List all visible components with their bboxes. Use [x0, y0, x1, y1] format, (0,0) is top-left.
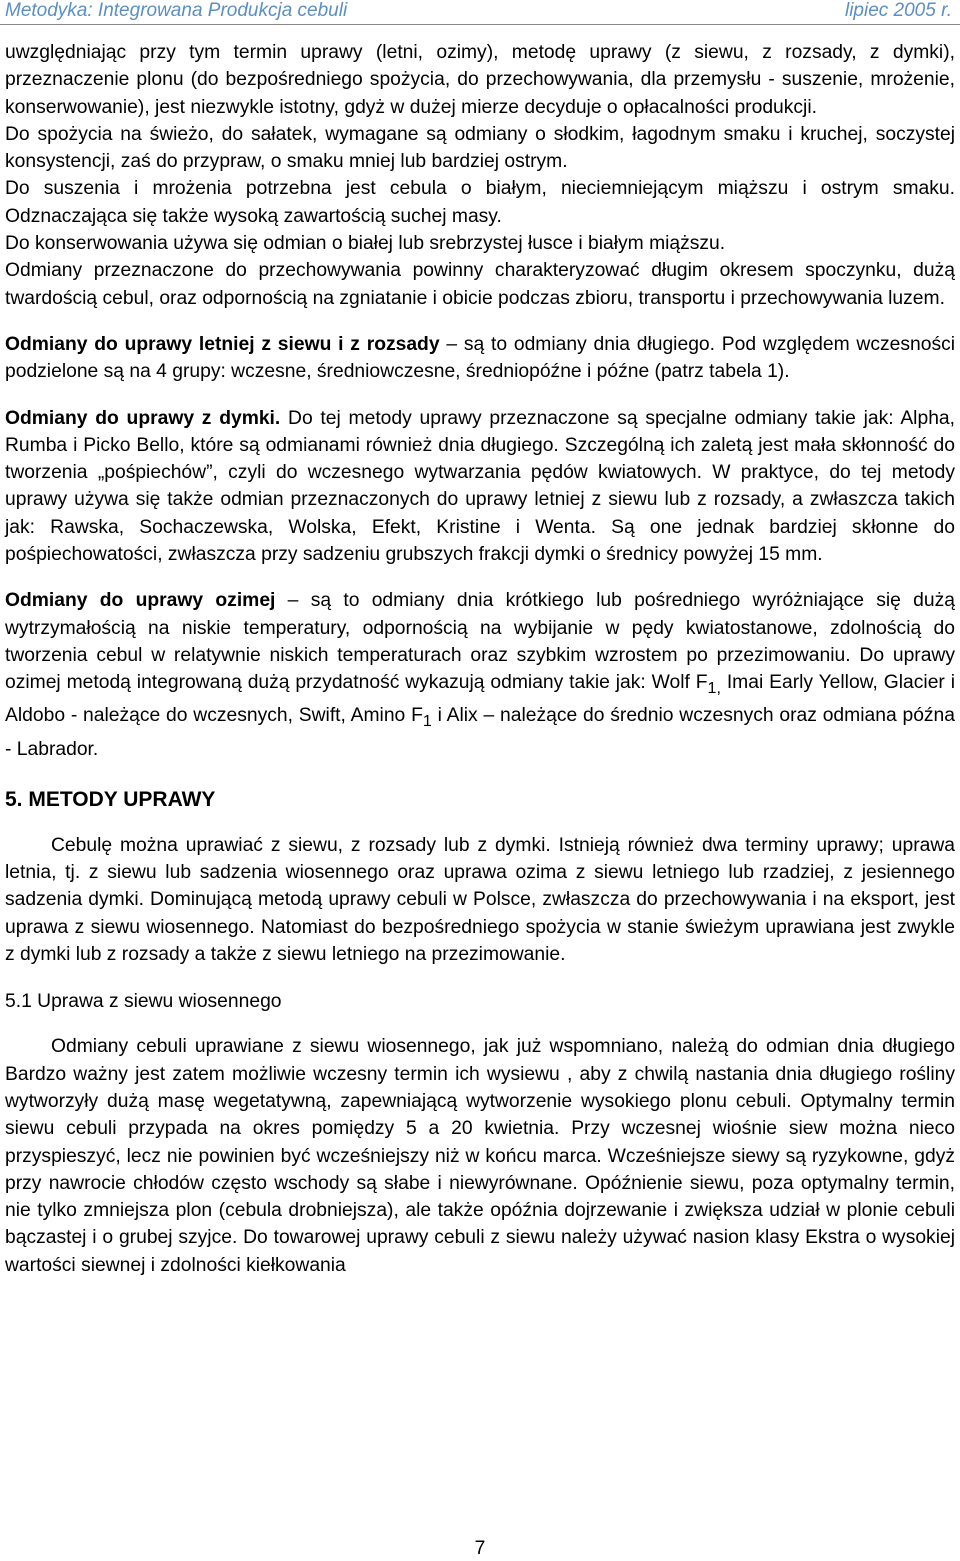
summer-varieties-heading: Odmiany do uprawy letniej z siewu i z rozsady	[5, 333, 440, 355]
subscript: 1	[422, 712, 432, 731]
spacer	[5, 1016, 955, 1033]
spacer	[5, 814, 955, 832]
set-varieties-heading: Odmiany do uprawy z dymki.	[5, 407, 281, 429]
winter-varieties-heading: Odmiany do uprawy ozimej	[5, 590, 276, 612]
paragraph-intro: uwzględniając przy tym termin uprawy (letni, ozimy), metodę uprawy (z siewu, z rozsady, z dymki), przeznaczenie plonu (do bezpośredniego spożycia, do przechowywania, dla przemysłu - suszenie, mrożenie, konserwowanie), jest niezwykle istotny, gdyż w dużej mierze decyduje o opłacalności produkcji.	[5, 42, 955, 118]
paragraph-summer-varieties	[5, 331, 955, 386]
header-date: lipiec 2005 r.	[844, 0, 952, 21]
page-header	[0, 0, 960, 24]
paragraph-canning: Do konserwowania używa się odmian o białej lub srebrzystej łusce i białym miąższu.	[5, 233, 726, 255]
section-heading: 5. METODY UPRAWY	[5, 787, 216, 811]
paragraph-fresh-use: Do spożycia na świeżo, do sałatek, wymagane są odmiany o słodkim, łagodnym smaku i kruchej, soczystej konsystencji, zaś do przypraw, o smaku mniej lub bardziej ostrym.	[5, 123, 955, 173]
paragraph-drying-freezing: Do suszenia i mrożenia potrzebna jest cebula o białym, nieciemniejącym miąższu i ostrym smaku. Odznaczająca się także wysoką zawartością suchej masy.	[5, 178, 955, 227]
spacer	[5, 386, 955, 405]
set-varieties-text: Do tej metody uprawy przeznaczone są specjalne odmiany takie jak: Alpha, Rumba i Picko Bello, które są odmianami również dnia długiego. Szczególną ich zaletą jest mała skłonność do tworzenia „pośpiechów”, czyli do wczesnego wytwarzania pędów kwiatowych. W praktyce, do tej metody uprawy używa się także odmian przeznaczonych do uprawy letniej z siewu lub z rozsady, a zwłaszcza takich jak: Rawska, Sochaczewska, Wolska, Efekt, Kristine i Wenta. Są one jednak bardziej skłonne do pośpiechowatości, zwłaszcza przy sadzeniu grubszych frakcji dymki o średnicy powyżej 15 mm.	[5, 407, 955, 566]
header-rule	[0, 24, 960, 25]
spacer	[5, 312, 955, 331]
winter-varieties-text-a: – są to odmiany dnia krótkiego lub pośredniego wyróżniające się dużą wytrzymałością na niskie temperatury, odpornością na wybijanie w pędy kwiatostanowe, zdolnością do tworzenia cebul w relatywnie niskich temperaturach oraz szybkim wzrostem po przezimowaniu. Do uprawy ozimej metodą integrowaną dużą przydatność wykazują odmiany takie jak: Wolf F	[5, 590, 955, 694]
paragraph-spring-sowing: Odmiany cebuli uprawiane z siewu wiosennego, jak już wspomniano, należą do odmian dnia długiego Bardzo ważny jest zatem możliwie wczesny termin ich wysiewu , aby z chwilą nastania dnia długiego rośliny wytworzyły dużą masę wegetatywną, zapewniającą wytworzenie wysokiego plonu cebuli. Optymalny termin siewu cebuli przypada na okres pomiędzy 5 a 20 kwietnia. Przy wczesnej wiośnie siew można nieco przyspieszyć, lecz nie powinien być wcześniejszy niż w końcu marca. Wcześniejsze siewy są ryzykowne, gdyż przy nawrocie chłodów często wschody są słabe i niewyrównane. Opóźnienie siewu, poza optymalny termin, nie tylko zmniejsza plon (cebula drobniejsza), ale także opóźnia dojrzewanie i zwiększa udział w plonie cebuli bączastej i o grubej szyjce. Do towarowej uprawy cebuli z siewu należy używać nasion klasy Ekstra o wysokiej wartości siewnej i zdolności kiełkowania	[5, 1036, 955, 1276]
paragraph-set-varieties	[5, 405, 955, 569]
header-title: Metodyka: Integrowana Produkcja cebuli	[5, 0, 348, 21]
page-number: 7	[474, 1538, 486, 1559]
spacer	[5, 968, 955, 988]
paragraph-storage: Odmiany przeznaczone do przechowywania powinny charakteryzować długim okresem spoczynku, dużą twardością cebul, oraz odpornością na zgniatanie i obicie podczas zbioru, transportu i przechowywania luzem.	[5, 260, 955, 309]
subsection-heading: 5.1 Uprawa z siewu wiosennego	[5, 991, 282, 1013]
summer-varieties-text: – są to odmiany dnia długiego. Pod względem wczesności podzielone są na 4 grupy: wczesne, średniowczesne, średniopóźne i późne (patrz tabela 1).	[5, 333, 956, 383]
subscript: 1,	[707, 679, 721, 698]
spacer	[5, 568, 955, 587]
spacer	[5, 763, 955, 786]
paragraph-methods: Cebulę można uprawiać z siewu, z rozsady lub z dymki. Istnieją również dwa terminy uprawy; uprawa letnia, tj. z siewu lub sadzenia wiosennego oraz uprawa ozima z siewu letniego lub rzadziej, z jesiennego sadzenia dymki. Dominującą metodą uprawy cebuli w Polsce, zwłaszcza do przechowywania i na eksport, jest uprawa z siewu wiosennego. Natomiast do bezpośredniego spożycia w stanie świeżym uprawiana jest zwykle z dymki lub z rozsady a także z siewu letniego na przezimowanie.	[5, 834, 955, 966]
paragraph-winter-varieties	[5, 587, 955, 763]
winter-varieties-text-c: i Alix – należące do średnio wczesnych oraz odmiana późna - Labrador.	[5, 705, 955, 760]
winter-varieties-text-b: Imai Early Yellow, Glacier i Aldobo - należące do wczesnych, Swift, Amino F	[5, 672, 955, 727]
document-body	[5, 39, 955, 1279]
